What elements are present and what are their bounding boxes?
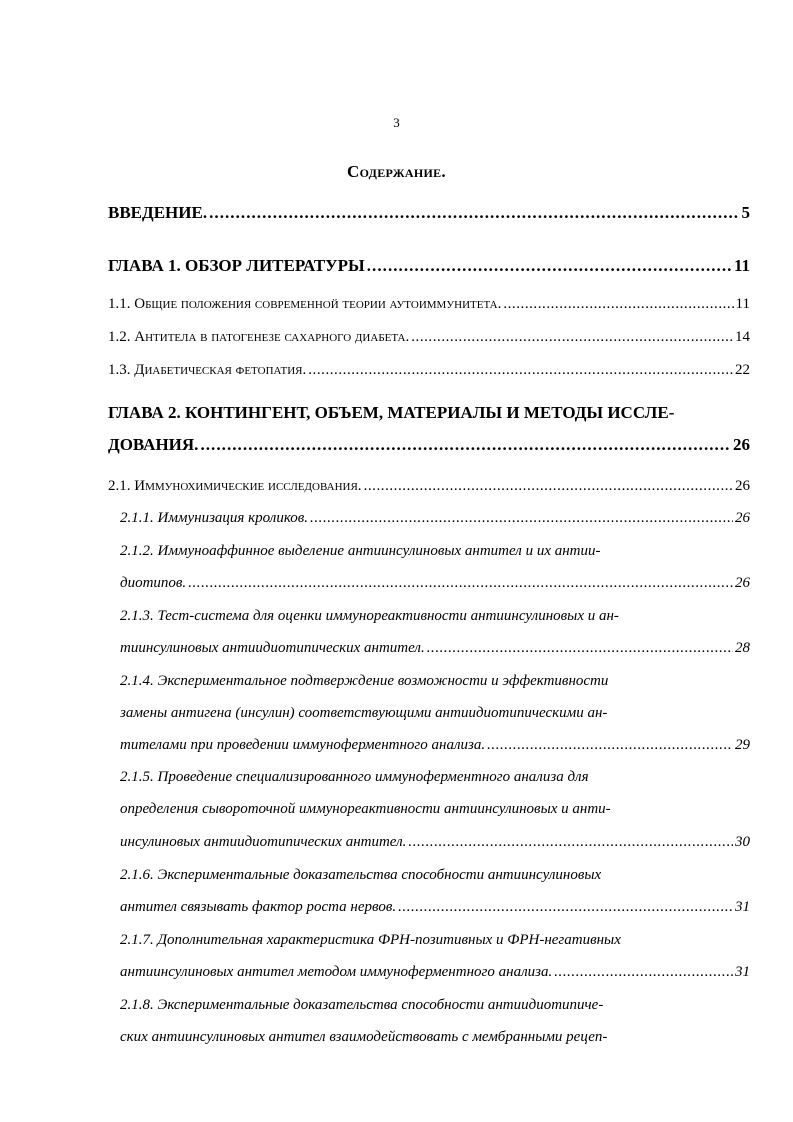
toc-entry-page: 11 bbox=[735, 296, 750, 312]
toc-entry-label: антител связывать фактор роста нервов. bbox=[120, 899, 397, 915]
toc-entry-label: инсулиновых антиидиотипических антител. bbox=[120, 834, 407, 850]
dot-leader bbox=[427, 640, 733, 657]
toc-entry-page: 30 bbox=[735, 834, 750, 850]
toc-entry-page: 26 bbox=[735, 510, 750, 526]
toc-entry-2-1-5-line-2[interactable]: определения сывороточной иммунореактивности антиинсулиновых и анти- bbox=[120, 801, 611, 817]
toc-entry-label: ГЛАВА 1. ОБЗОР ЛИТЕРАТУРЫ bbox=[108, 256, 365, 275]
toc-entry-2-1-3-line-1[interactable]: 2.1.3. Тест-система для оценки иммунореактивности антиинсулиновых и ан- bbox=[120, 608, 619, 624]
toc-entry-page: 26 bbox=[733, 435, 750, 454]
toc-entry-2-1-6[interactable] bbox=[120, 899, 750, 916]
toc-entry-label: диотипов. bbox=[120, 575, 187, 591]
toc-entry-label: 1.3. Диабетическая фетопатия. bbox=[108, 362, 307, 378]
toc-entry-label: антиинсулиновых антител методом иммуноферментного анализа. bbox=[120, 964, 553, 980]
toc-entry-section-2-1[interactable] bbox=[108, 478, 750, 495]
toc-entry-2-1-5[interactable] bbox=[120, 834, 750, 851]
page-number: 3 bbox=[393, 115, 400, 130]
toc-entry-label: 1.1. Общие положения современной теории аутоиммунитета. bbox=[108, 296, 502, 312]
dot-leader bbox=[503, 296, 733, 313]
toc-entry-section-1-1[interactable] bbox=[108, 296, 750, 313]
toc-entry-page: 28 bbox=[735, 640, 750, 656]
toc-entry-2-1-3[interactable] bbox=[120, 640, 750, 657]
toc-entry-page: 14 bbox=[735, 329, 750, 345]
toc-entry-2-1-7[interactable] bbox=[120, 964, 750, 981]
toc-entry-2-1-5-line-1[interactable]: 2.1.5. Проведение специализированного иммуноферментного анализа для bbox=[120, 769, 589, 785]
toc-entry-chapter-1[interactable] bbox=[108, 256, 750, 276]
toc-entry-label: ДОВАНИЯ. bbox=[108, 435, 199, 454]
toc-entry-section-1-2[interactable] bbox=[108, 329, 750, 346]
toc-entry-page: 29 bbox=[735, 737, 750, 753]
toc-entry-chapter-2[interactable] bbox=[108, 435, 750, 455]
toc-entry-label: 1.2. Антитела в патогенезе сахарного диабета. bbox=[108, 329, 410, 345]
toc-entry-label: тителами при проведении иммуноферментного анализа. bbox=[120, 737, 486, 753]
dot-leader bbox=[554, 964, 733, 981]
toc-entry-page: 5 bbox=[741, 203, 750, 222]
toc-entry-label: 2.1. Иммунохимические исследования. bbox=[108, 478, 362, 494]
toc-entry-2-1-7-line-1[interactable]: 2.1.7. Дополнительная характеристика ФРН-позитивных и ФРН-негативных bbox=[120, 932, 621, 948]
toc-entry-page: 26 bbox=[735, 575, 750, 591]
toc-entry-2-1-8-line-1[interactable]: 2.1.8. Экспериментальные доказательства способности антиидиотипиче- bbox=[120, 997, 604, 1013]
toc-entry-label: ВВЕДЕНИЕ. bbox=[108, 203, 208, 222]
dot-leader bbox=[200, 435, 731, 455]
dot-leader bbox=[209, 203, 739, 223]
toc-entry-section-1-3[interactable] bbox=[108, 362, 750, 379]
toc-entry-2-1-4-line-1[interactable]: 2.1.4. Экспериментальное подтверждение возможности и эффективности bbox=[120, 673, 609, 689]
toc-entry-chapter-2-line-1[interactable]: ГЛАВА 2. КОНТИНГЕНТ, ОБЪЕМ, МАТЕРИАЛЫ И МЕТОДЫ ИССЛЕ- bbox=[108, 403, 675, 422]
toc-entry-label: 2.1.1. Иммунизация кроликов. bbox=[120, 510, 309, 526]
toc-entry-intro[interactable] bbox=[108, 203, 750, 223]
toc-entry-2-1-6-line-1[interactable]: 2.1.6. Экспериментальные доказательства способности антиинсулиновых bbox=[120, 867, 602, 883]
dot-leader bbox=[188, 575, 733, 592]
dot-leader bbox=[408, 834, 733, 851]
toc-entry-2-1-4[interactable] bbox=[120, 737, 750, 754]
toc-entry-2-1-1[interactable] bbox=[120, 510, 750, 527]
toc-entry-label: тиинсулиновых антиидиотипических антител. bbox=[120, 640, 425, 656]
toc-entry-2-1-4-line-2[interactable]: замены антигена (инсулин) соответствующими антиидиотипическими ан- bbox=[120, 705, 608, 721]
toc-entry-page: 22 bbox=[735, 362, 750, 378]
toc-entry-2-1-2[interactable] bbox=[120, 575, 750, 592]
toc-title: Содержание. bbox=[347, 162, 446, 181]
toc-entry-page: 11 bbox=[733, 256, 750, 275]
dot-leader bbox=[398, 899, 733, 916]
dot-leader bbox=[364, 478, 733, 495]
toc-entry-2-1-2-line-1[interactable]: 2.1.2. Иммуноаффинное выделение антиинсулиновых антител и их антии- bbox=[120, 543, 601, 559]
toc-entry-page: 31 bbox=[735, 899, 750, 915]
dot-leader bbox=[367, 256, 732, 276]
dot-leader bbox=[310, 510, 733, 527]
dot-leader bbox=[308, 362, 733, 379]
dot-leader bbox=[487, 737, 733, 754]
toc-entry-2-1-8-line-2[interactable]: ских антиинсулиновых антител взаимодействовать с мембранными рецеп- bbox=[120, 1029, 608, 1045]
dot-leader bbox=[411, 329, 733, 346]
toc-entry-page: 31 bbox=[735, 964, 750, 980]
toc-entry-page: 26 bbox=[735, 478, 750, 494]
